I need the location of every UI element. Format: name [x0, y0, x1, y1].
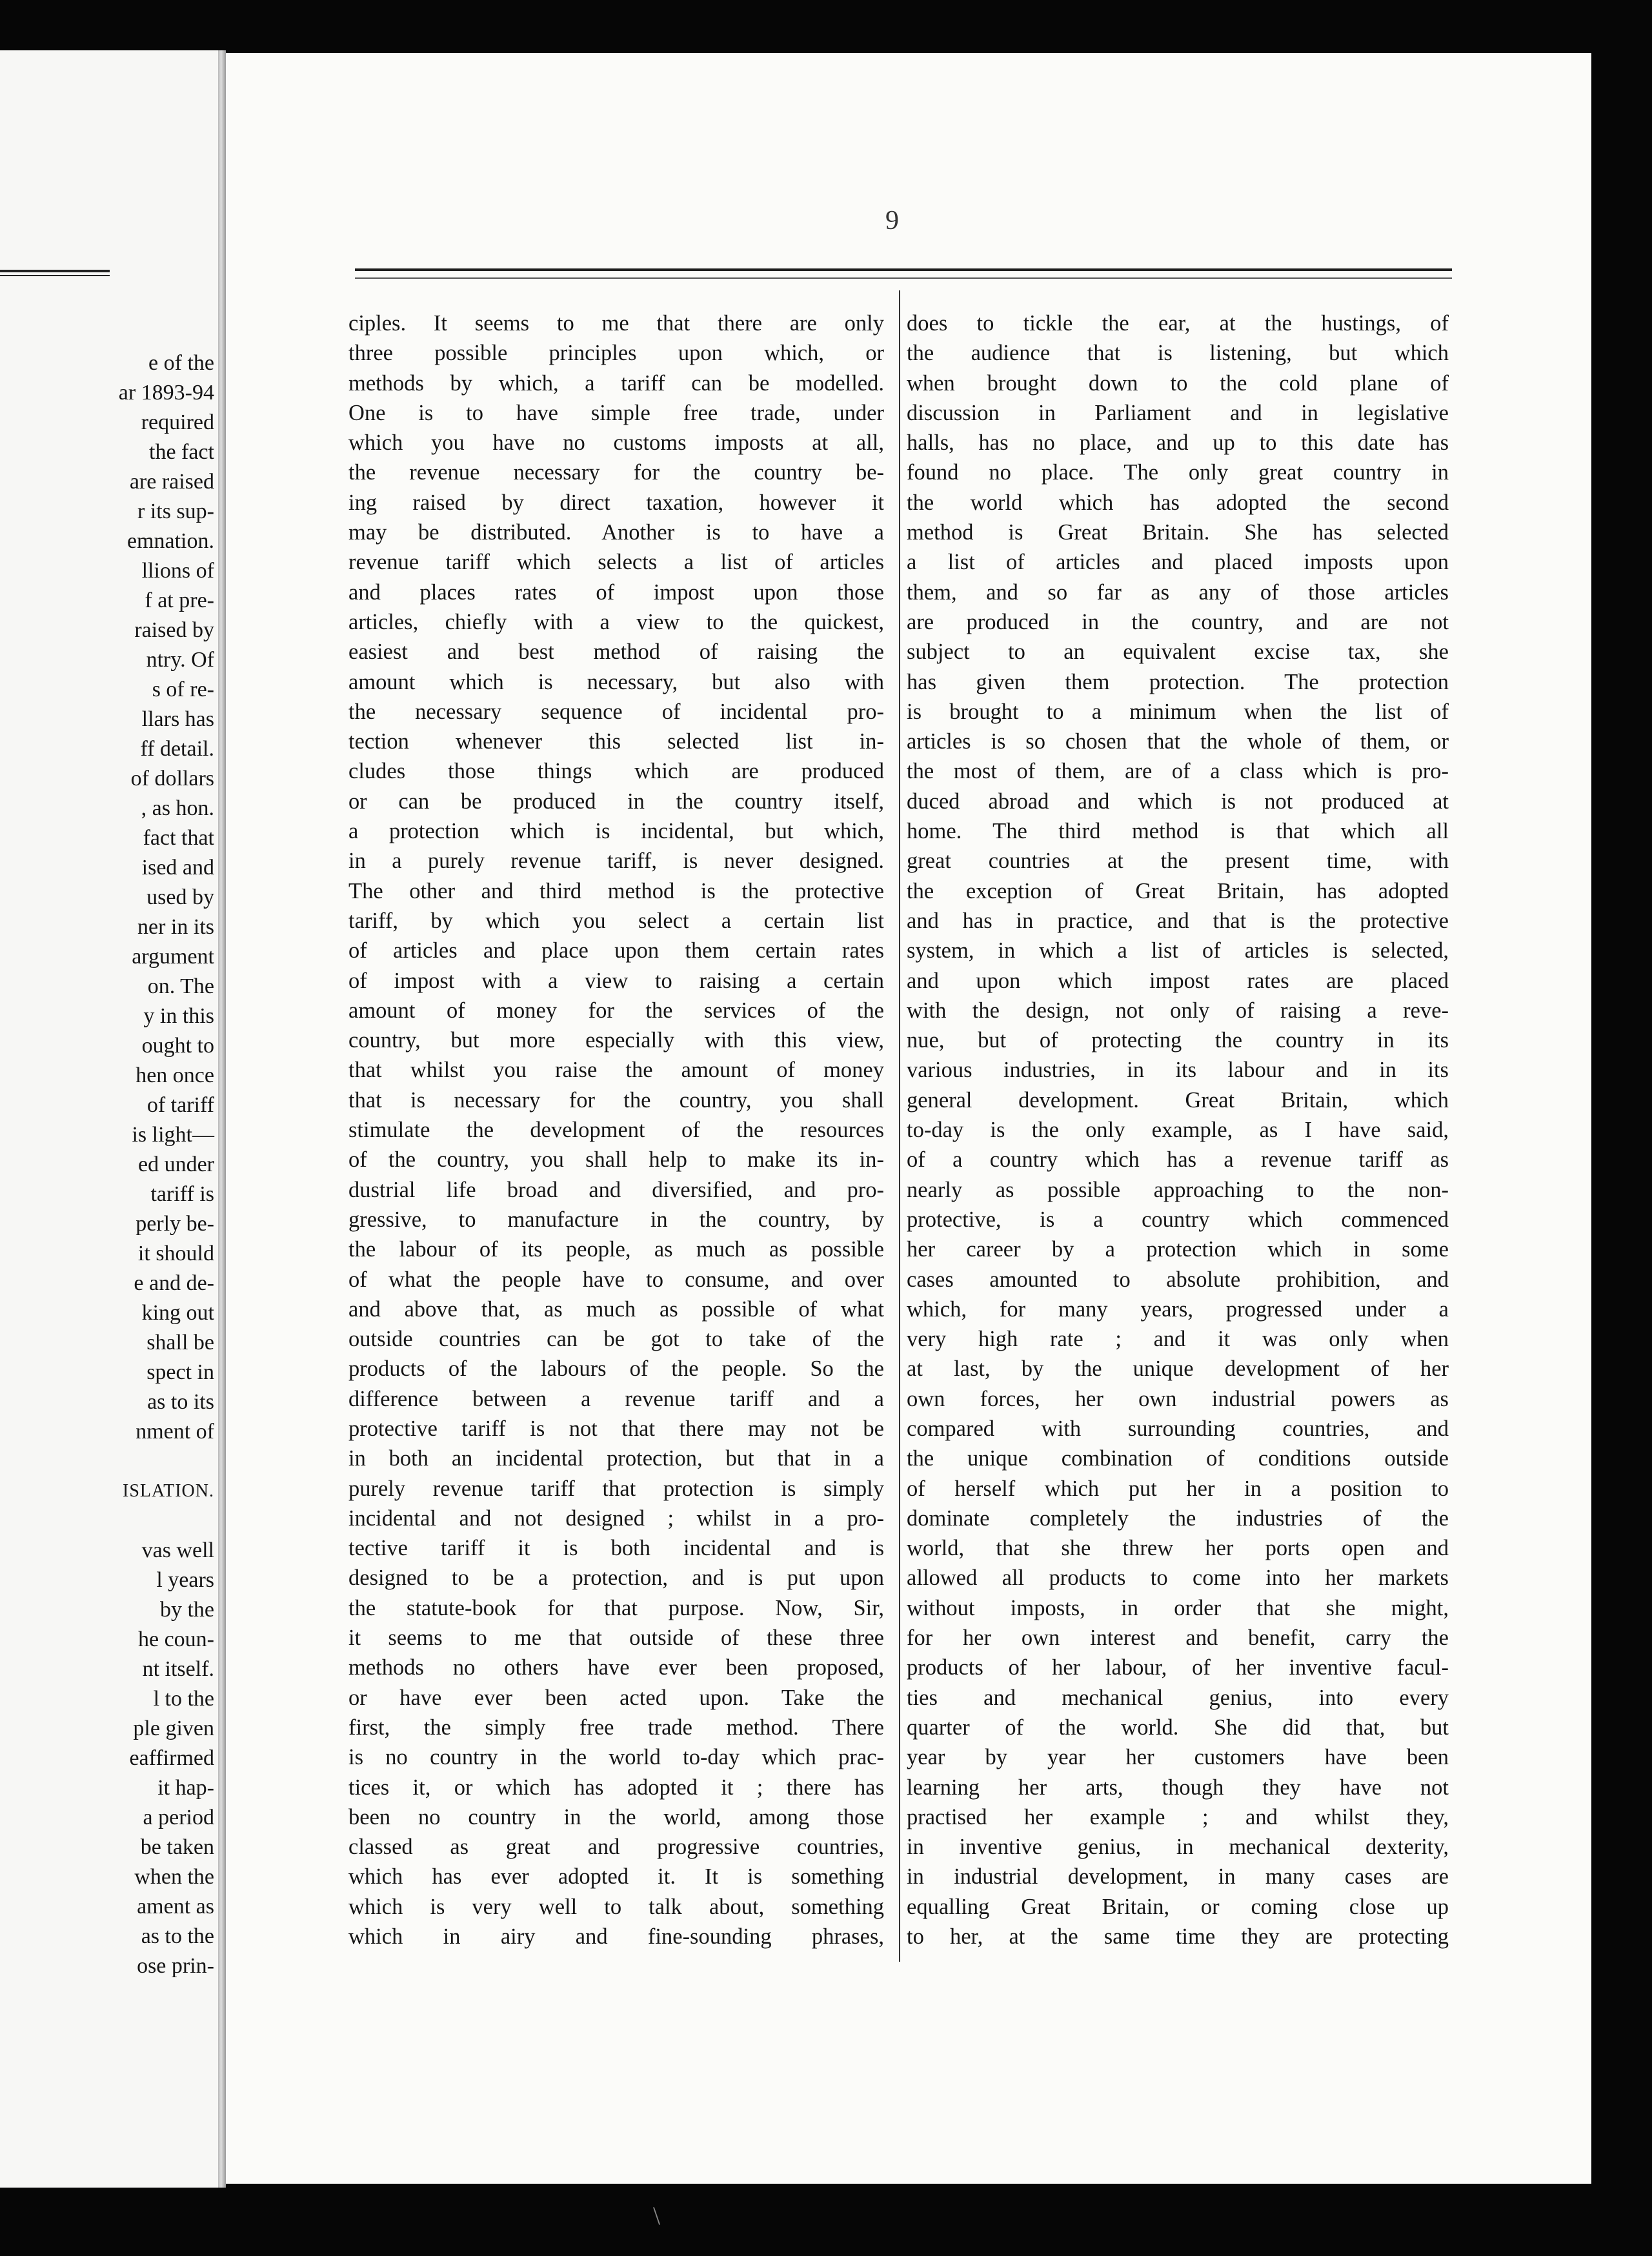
text-line: revenue tariff which selects a list of articles: [348, 550, 884, 575]
text-line: it should: [137, 1242, 214, 1265]
column-divider: [899, 290, 900, 1962]
text-line: is light—: [132, 1123, 214, 1147]
text-line: of a country which has a revenue tariff as: [907, 1147, 1449, 1173]
text-line: the exception of Great Britain, has adopted: [907, 878, 1449, 903]
previous-page-fragment: [0, 50, 218, 2188]
text-line: ought to: [141, 1034, 214, 1058]
text-line: world, that she threw her ports open and: [907, 1536, 1449, 1561]
text-line: ntry. Of: [146, 648, 214, 672]
text-line: articles, chiefly with a view to the quickest,: [348, 609, 884, 634]
previous-page-rule: [0, 270, 110, 276]
text-line: it seems to me that outside of these three: [348, 1626, 884, 1651]
text-line: amount which is necessary, but also with: [348, 669, 884, 694]
page-number: 9: [885, 206, 899, 236]
text-line: compared with surrounding countries, and: [907, 1416, 1449, 1441]
text-line: the labour of its people, as much as possible: [348, 1237, 884, 1262]
text-line: l to the: [153, 1687, 214, 1711]
text-line: allowed all products to come into her markets: [907, 1566, 1449, 1591]
text-line: the fact: [149, 440, 214, 464]
text-column-right: [907, 308, 1449, 1951]
text-line: protective, is a country which commenced: [907, 1207, 1449, 1232]
text-line: dominate completely the industries of the: [907, 1506, 1449, 1531]
text-line: tariff is: [150, 1182, 214, 1206]
text-line: The other and third method is the protective: [348, 878, 884, 903]
text-line: methods by which, a tariff can be modelled.: [348, 370, 884, 396]
text-line: purely revenue tariff that protection is simply: [348, 1476, 884, 1501]
text-line: the audience that is listening, but which: [907, 341, 1449, 366]
text-line: general development. Great Britain, which: [907, 1087, 1449, 1113]
text-line: shall be: [146, 1331, 214, 1355]
text-line: ciples. It seems to me that there are only: [348, 311, 884, 336]
text-line: in inventive genius, in mechanical dexterity,: [907, 1835, 1449, 1860]
text-line: them, and so far as any of those articles: [907, 579, 1449, 605]
text-line: that is necessary for the country, you shall: [348, 1087, 884, 1113]
text-line: stimulate the development of the resources: [348, 1118, 884, 1143]
text-line: articles is so chosen that the whole of them, or: [907, 729, 1449, 754]
text-line: cases amounted to absolute prohibition, and: [907, 1267, 1449, 1292]
text-line: which in airy and fine-sounding phrases,: [348, 1924, 884, 1949]
text-line: halls, has no place, and up to this date has: [907, 430, 1449, 456]
text-line: ed under: [137, 1153, 214, 1176]
text-line: duced abroad and which is not produced at: [907, 789, 1449, 814]
text-line: used by: [146, 885, 214, 909]
text-line: when brought down to the cold plane of: [907, 370, 1449, 396]
text-line: ner in its: [137, 915, 214, 939]
text-line: has given them protection. The protection: [907, 669, 1449, 694]
text-line: as to the: [141, 1924, 214, 1948]
text-line: discussion in Parliament and in legislative: [907, 400, 1449, 425]
text-line: hen once: [136, 1063, 214, 1087]
text-line: it hap-: [157, 1776, 214, 1800]
text-line: of the country, you shall help to make its in-: [348, 1147, 884, 1173]
book-gutter: [218, 50, 226, 2188]
text-line: which is very well to talk about, something: [348, 1894, 884, 1919]
text-line: ing raised by direct taxation, however it: [348, 490, 884, 515]
text-line: of tariff: [146, 1093, 214, 1117]
text-line: or have ever been acted upon. Take the: [348, 1685, 884, 1710]
text-line: which, for many years, progressed under a: [907, 1296, 1449, 1322]
text-line: vas well: [141, 1538, 214, 1562]
text-line: incidental and not designed ; whilst in a pro-: [348, 1506, 884, 1531]
text-line: protective tariff is not that there may not be: [348, 1416, 884, 1441]
text-line: methods no others have ever been proposed,: [348, 1655, 884, 1680]
text-line: great countries at the present time, with: [907, 849, 1449, 874]
text-line: , as hon.: [141, 796, 214, 820]
text-line: for her own interest and benefit, carry the: [907, 1626, 1449, 1651]
text-line: in both an incidental protection, but that in a: [348, 1446, 884, 1471]
text-line: nearly as possible approaching to the non-: [907, 1177, 1449, 1202]
text-line: products of the labours of the people. So the: [348, 1356, 884, 1382]
text-line: he coun-: [137, 1627, 214, 1651]
text-line: products of her labour, of her inventive facul-: [907, 1655, 1449, 1680]
text-line: spect in: [146, 1360, 214, 1384]
text-line: the most of them, are of a class which is pro-: [907, 759, 1449, 784]
text-line: and has in practice, and that is the protective: [907, 908, 1449, 933]
text-line: nment of: [136, 1420, 214, 1444]
text-line: year by year her customers have been: [907, 1745, 1449, 1770]
text-line: e of the: [148, 351, 214, 375]
header-rule: [355, 268, 1452, 279]
text-line: gressive, to manufacture in the country, by: [348, 1207, 884, 1232]
text-line: quarter of the world. She did that, but: [907, 1715, 1449, 1740]
text-line: outside countries can be got to take of the: [348, 1327, 884, 1352]
text-line: s of re-: [152, 678, 214, 701]
text-line: king out: [141, 1301, 214, 1325]
text-line: her career by a protection which in some: [907, 1237, 1449, 1262]
text-line: the statute-book for that purpose. Now, Sir,: [348, 1595, 884, 1620]
text-line: first, the simply free trade method. There: [348, 1715, 884, 1740]
text-line: the necessary sequence of incidental pro-: [348, 699, 884, 724]
text-line: tective tariff it is both incidental and is: [348, 1536, 884, 1561]
text-line: llions of: [141, 559, 214, 583]
text-line: various industries, in its labour and in its: [907, 1058, 1449, 1083]
text-line: by the: [159, 1598, 214, 1622]
text-line: amount of money for the services of the: [348, 998, 884, 1023]
text-line: cludes those things which are produced: [348, 759, 884, 784]
text-line: the revenue necessary for the country be-: [348, 460, 884, 485]
text-line: does to tickle the ear, at the hustings, of: [907, 311, 1449, 336]
text-line: tariff, by which you select a certain list: [348, 908, 884, 933]
text-line: with the design, not only of raising a reve-: [907, 998, 1449, 1023]
text-line: required: [141, 410, 214, 434]
text-line: been no country in the world, among those: [348, 1804, 884, 1829]
text-line: of dollars: [130, 767, 214, 791]
text-line: fact that: [143, 826, 214, 850]
text-line: ised and: [141, 856, 214, 880]
text-line: which you have no customs imposts at all,: [348, 430, 884, 456]
section-heading: ISLATION.: [123, 1481, 214, 1501]
text-line: ar 1893-94: [118, 381, 214, 405]
text-line: or can be produced in the country itself,: [348, 789, 884, 814]
text-line: of articles and place upon them certain rates: [348, 938, 884, 963]
text-line: l years: [156, 1568, 214, 1592]
text-line: which has ever adopted it. It is something: [348, 1864, 884, 1889]
text-line: and above that, as much as possible of what: [348, 1296, 884, 1322]
text-line: to-day is the only example, as I have said,: [907, 1118, 1449, 1143]
text-line: when the: [134, 1865, 214, 1889]
text-line: system, in which a list of articles is selected,: [907, 938, 1449, 963]
text-line: r its sup-: [137, 499, 214, 523]
text-line: on. The: [147, 974, 214, 998]
text-line: are produced in the country, and are not: [907, 609, 1449, 634]
text-line: is brought to a minimum when the list of: [907, 699, 1449, 724]
text-line: equalling Great Britain, or coming close up: [907, 1894, 1449, 1919]
text-line: nue, but of protecting the country in its: [907, 1028, 1449, 1053]
text-line: emnation.: [126, 529, 214, 553]
text-line: a list of articles and placed imposts upon: [907, 550, 1449, 575]
text-line: to her, at the same time they are protecting: [907, 1924, 1449, 1949]
text-line: in industrial development, in many cases are: [907, 1864, 1449, 1889]
text-line: easiest and best method of raising the: [348, 640, 884, 665]
text-line: ff detail.: [140, 737, 214, 761]
text-line: in a purely revenue tariff, is never designed.: [348, 849, 884, 874]
text-line: ose prin-: [137, 1954, 214, 1978]
text-line: llars has: [141, 707, 214, 731]
text-line: that whilst you raise the amount of money: [348, 1058, 884, 1083]
text-line: the unique combination of conditions outside: [907, 1446, 1449, 1471]
text-line: without imposts, in order that she might,: [907, 1595, 1449, 1620]
text-line: ament as: [137, 1895, 214, 1919]
text-line: three possible principles upon which, or: [348, 341, 884, 366]
text-line: e and de-: [134, 1271, 214, 1295]
text-line: ple given: [133, 1717, 214, 1740]
text-line: be taken: [140, 1835, 214, 1859]
text-line: the world which has adopted the second: [907, 490, 1449, 515]
scan-mark: \: [653, 2201, 661, 2230]
text-line: tices it, or which has adopted it ; there has: [348, 1775, 884, 1800]
text-line: nt itself.: [142, 1657, 214, 1681]
text-line: subject to an equivalent excise tax, she: [907, 640, 1449, 665]
text-line: of herself which put her in a position to: [907, 1476, 1449, 1501]
text-line: of what the people have to consume, and over: [348, 1267, 884, 1292]
text-line: difference between a revenue tariff and a: [348, 1386, 884, 1411]
text-line: eaffirmed: [129, 1746, 214, 1770]
text-line: method is Great Britain. She has selected: [907, 520, 1449, 545]
text-line: and places rates of impost upon those: [348, 579, 884, 605]
text-line: as to its: [147, 1390, 214, 1414]
text-line: home. The third method is that which all: [907, 819, 1449, 844]
text-line: own forces, her own industrial powers as: [907, 1386, 1449, 1411]
text-line: country, but more especially with this view,: [348, 1028, 884, 1053]
text-line: One is to have simple free trade, under: [348, 400, 884, 425]
text-line: designed to be a protection, and is put upon: [348, 1566, 884, 1591]
text-line: are raised: [129, 470, 214, 494]
text-line: y in this: [143, 1004, 214, 1028]
previous-page-text: [0, 348, 214, 1981]
text-line: tection whenever this selected list in-: [348, 729, 884, 754]
text-line: very high rate ; and it was only when: [907, 1327, 1449, 1352]
text-line: a period: [143, 1806, 214, 1829]
text-line: f at pre-: [145, 589, 214, 612]
text-line: argument: [132, 945, 214, 969]
text-line: found no place. The only great country in: [907, 460, 1449, 485]
text-line: perly be-: [136, 1212, 214, 1236]
text-line: may be distributed. Another is to have a: [348, 520, 884, 545]
text-line: at last, by the unique development of her: [907, 1356, 1449, 1382]
text-line: dustrial life broad and diversified, and pro-: [348, 1177, 884, 1202]
text-line: practised her example ; and whilst they,: [907, 1804, 1449, 1829]
text-line: classed as great and progressive countries,: [348, 1835, 884, 1860]
text-line: raised by: [134, 618, 214, 642]
text-line: learning her arts, though they have not: [907, 1775, 1449, 1800]
text-line: and upon which impost rates are placed: [907, 968, 1449, 993]
text-line: ties and mechanical genius, into every: [907, 1685, 1449, 1710]
text-line: a protection which is incidental, but which,: [348, 819, 884, 844]
text-line: is no country in the world to-day which prac-: [348, 1745, 884, 1770]
text-column-left: [348, 308, 884, 1951]
text-line: of impost with a view to raising a certain: [348, 968, 884, 993]
